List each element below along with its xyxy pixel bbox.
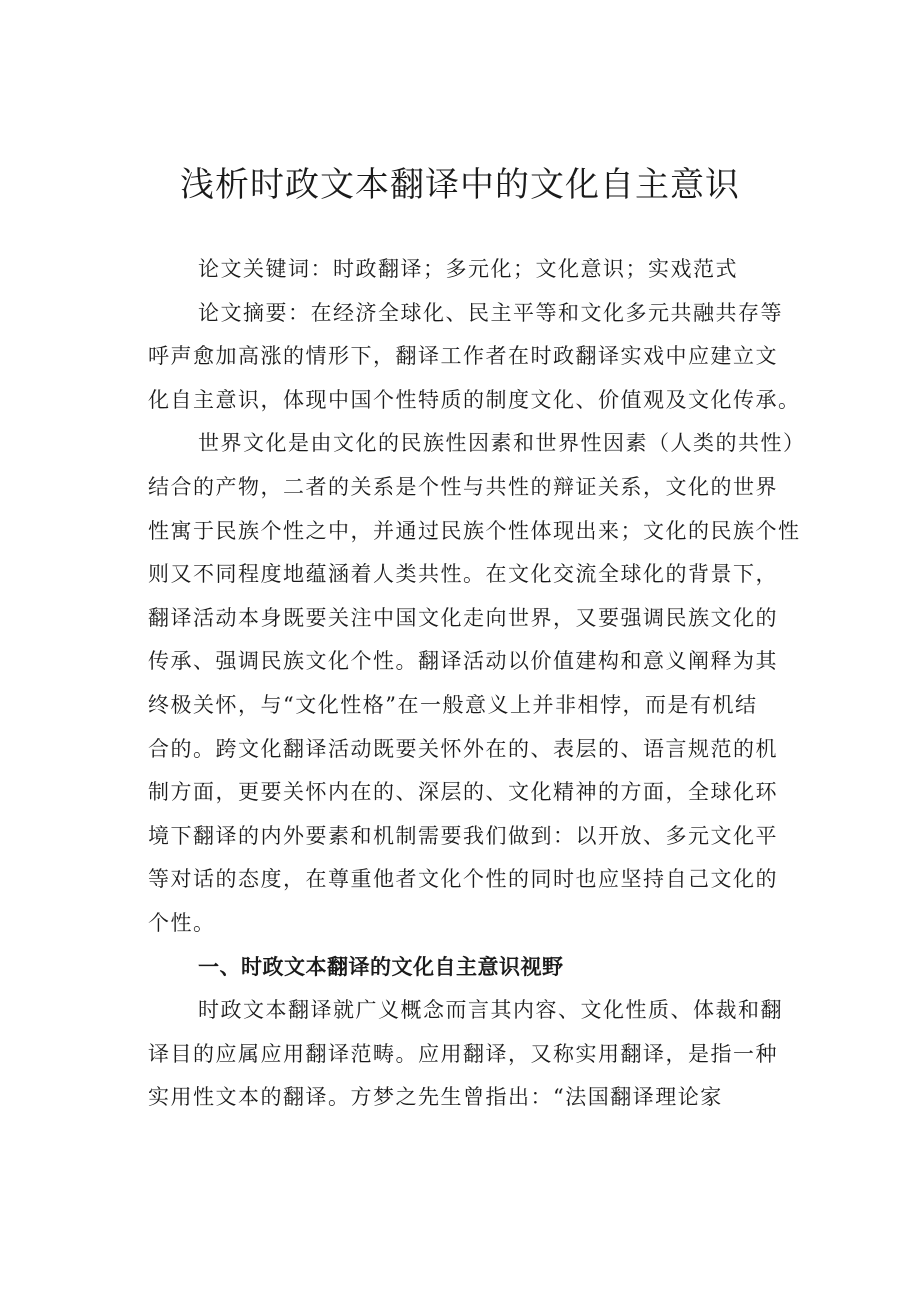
abstract-line: 论文摘要：在经济全球化、民主平等和文化多元共融共存等 [198,300,783,325]
abstract-line: 呼声愈加高涨的情形下，翻译工作者在时政翻译实戏中应建立文 [148,344,778,369]
document-title: 浅析时政文本翻译中的文化自主意识 [180,165,740,205]
paragraph-line: 终极关怀，与“文化性格”在一般意义上并非相悖，而是有机结 [148,692,758,717]
paragraph-line: 性寓于民族个性之中，并通过民族个性体现出来；文化的民族个性 [148,518,801,543]
paragraph-line: 实用性文本的翻译。方梦之先生曾指出：“法国翻译理论家 [148,1085,723,1110]
paragraph-line: 境下翻译的内外要素和机制需要我们做到：以开放、多元文化平 [148,823,778,848]
paragraph-line: 世界文化是由文化的民族性因素和世界性因素（人类的共性） [198,431,806,456]
paragraph-line: 传承、强调民族文化个性。翻译活动以价值建构和意义阐释为其 [148,649,778,674]
paragraph-line: 合的。跨文化翻译活动既要关怀外在的、表层的、语言规范的机 [148,736,778,761]
paragraph-line: 则又不同程度地蕴涵着人类共性。在文化交流全球化的背景下， [148,562,778,587]
paragraph-line: 时政文本翻译就广义概念而言其内容、文化性质、体裁和翻 [198,998,783,1023]
paragraph-line: 译目的应属应用翻译范畴。应用翻译，又称实用翻译，是指一种 [148,1041,778,1066]
abstract-line: 化自主意识，体现中国个性特质的制度文化、价值观及文化传承。 [148,387,801,412]
keywords-line: 论文关键词：时政翻译；多元化；文化意识；实戏范式 [198,257,738,281]
paragraph-line: 个性。 [148,910,216,935]
section-heading: 一、时政文本翻译的文化自主意识视野 [198,954,564,979]
paragraph-line: 等对话的态度，在尊重他者文化个性的同时也应坚持自己文化的 [148,867,778,892]
document-body [148,248,808,1120]
paragraph-line: 翻译活动本身既要关注中国文化走向世界，又要强调民族文化的 [148,605,778,630]
paragraph-line: 制方面，更要关怀内在的、深层的、文化精神的方面，全球化环 [148,780,778,805]
paragraph-line: 结合的产物，二者的关系是个性与共性的辩证关系，文化的世界 [148,474,778,499]
